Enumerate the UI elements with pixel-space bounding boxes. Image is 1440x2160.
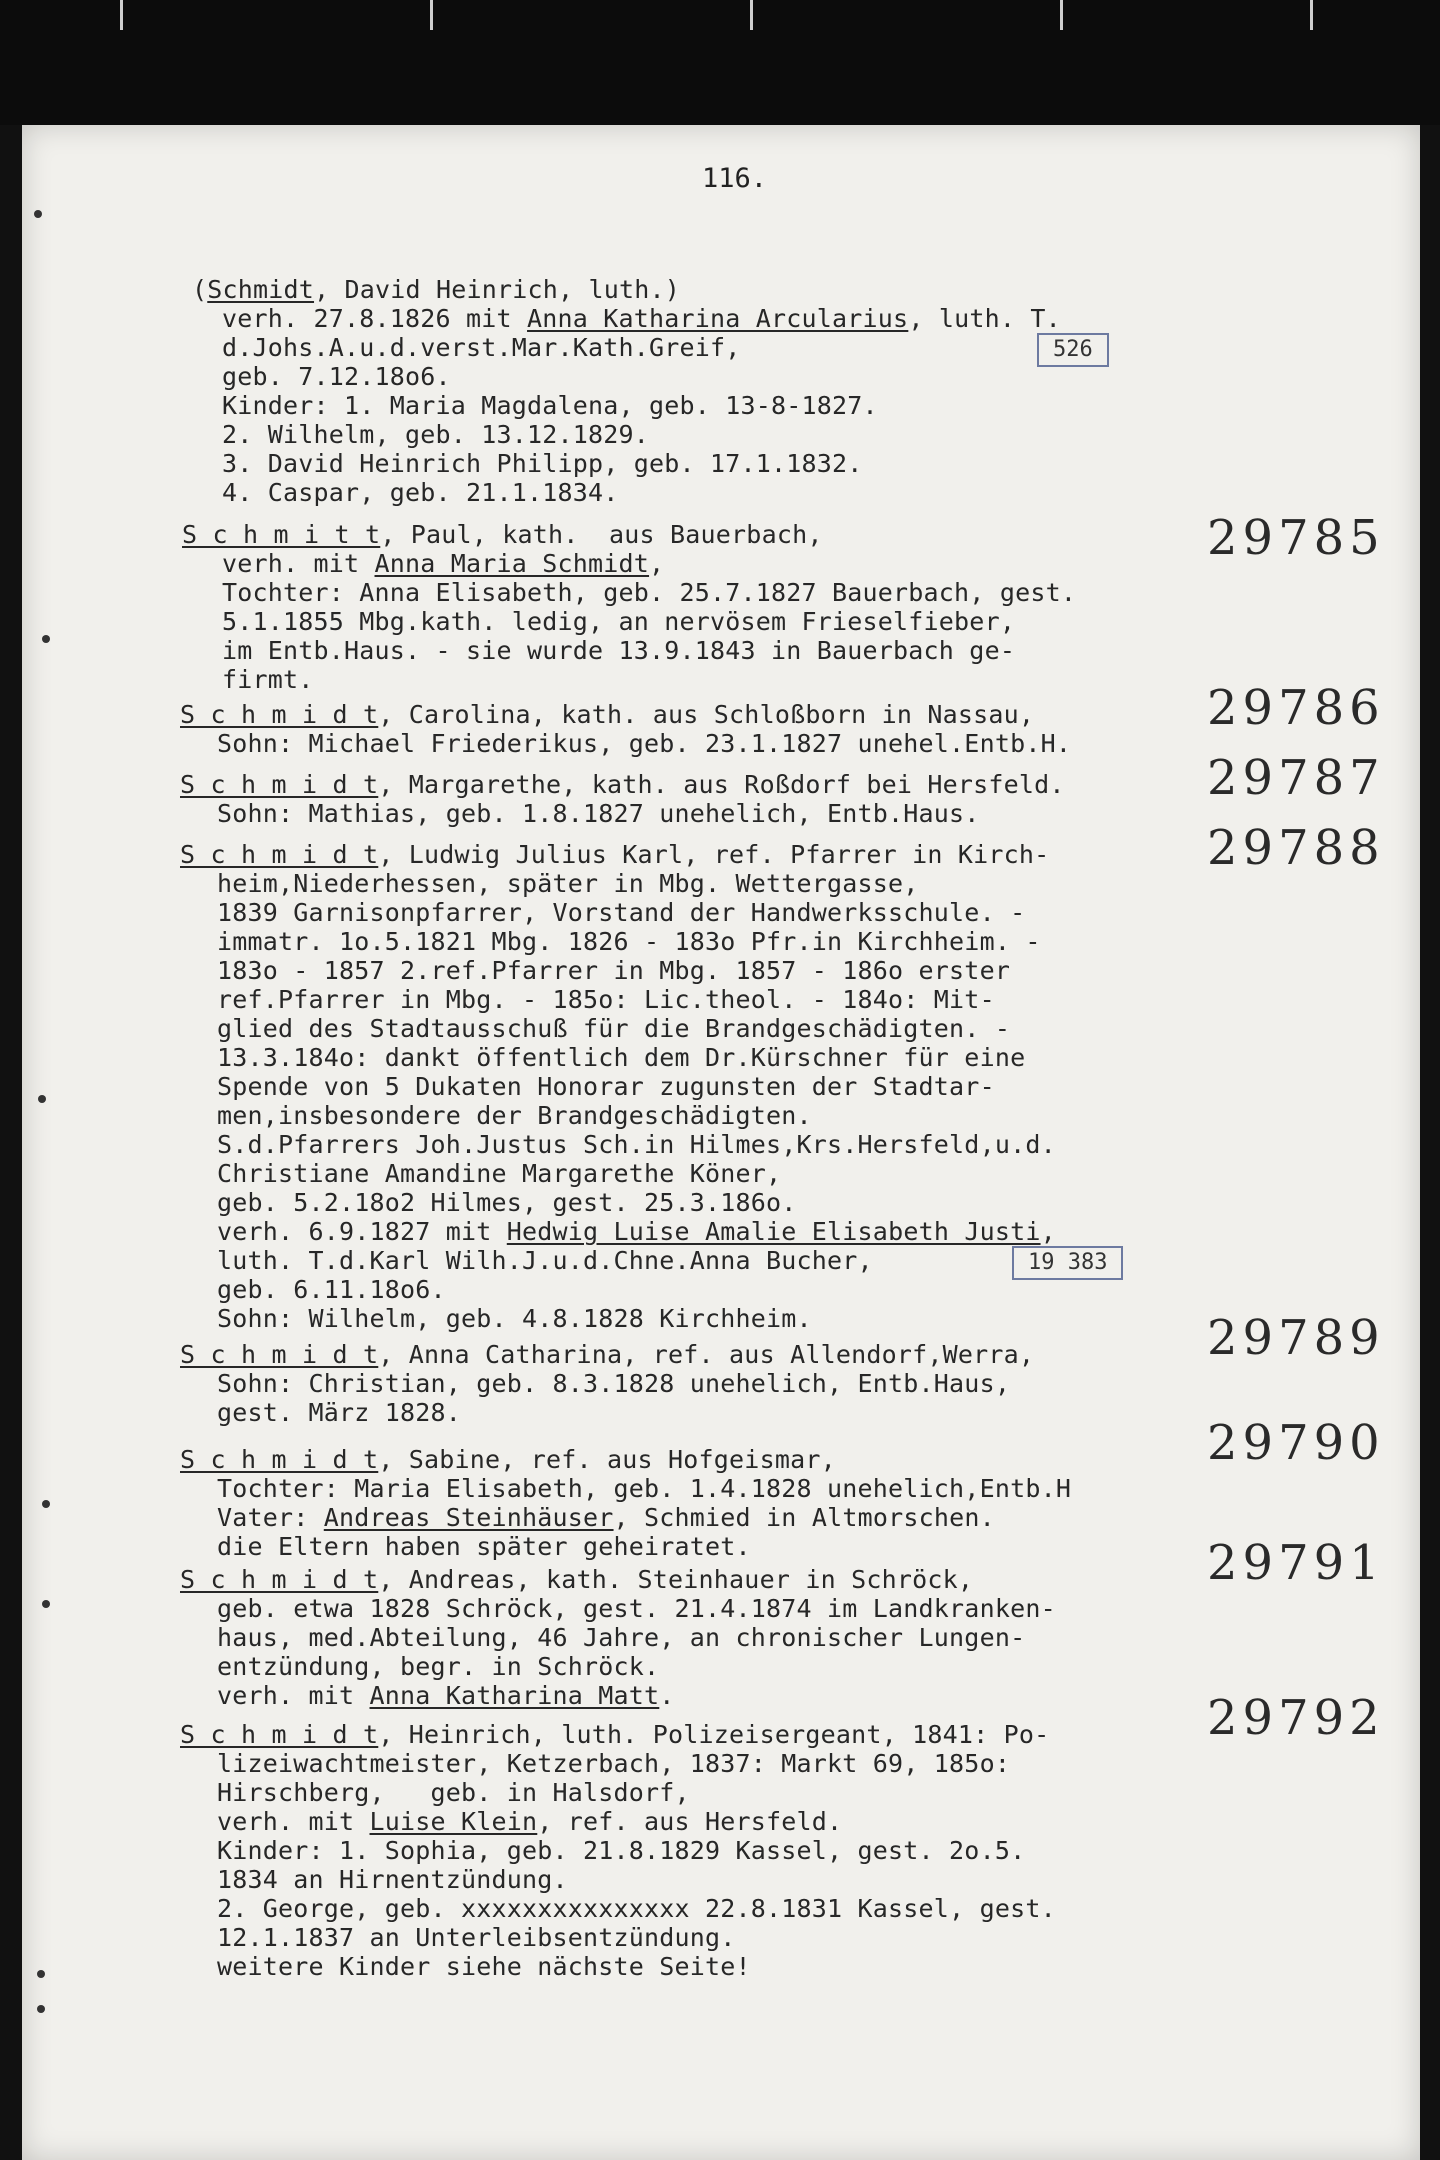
entry-text-line: Spende von 5 Dukaten Honorar zugunsten der Stadtar- <box>217 1072 995 1101</box>
entry-text-line: haus, med.Abteilung, 46 Jahre, an chronischer Lungen- <box>217 1623 1026 1652</box>
entry-text-line: lizeiwachtmeister, Ketzerbach, 1837: Markt 69, 185o: <box>217 1749 1011 1778</box>
entry-text-line: 1834 an Hirnentzündung. <box>217 1865 568 1894</box>
entry-text-line: verh. 6.9.1827 mit Hedwig Luise Amalie Elisabeth Justi, <box>217 1217 1056 1246</box>
reference-box: 19 383 <box>1012 1246 1123 1280</box>
entry-text-line: glied des Stadtausschuß für die Brandgeschädigten. - <box>217 1014 1011 1043</box>
entry-text-line: die Eltern haben später geheiratet. <box>217 1532 751 1561</box>
entry-text-line: Kinder: 1. Maria Magdalena, geb. 13-8-1827. <box>222 391 878 420</box>
entry-number: 29786 <box>1207 680 1385 736</box>
entry-text-line: 13.3.184o: dankt öffentlich dem Dr.Kürschner für eine <box>217 1043 1026 1072</box>
entry-text-line: S.d.Pfarrers Joh.Justus Sch.in Hilmes,Krs.Hersfeld,u.d. <box>217 1130 1056 1159</box>
strip-mark <box>1060 0 1063 30</box>
strip-mark <box>120 0 123 30</box>
entry-text-line: 4. Caspar, geb. 21.1.1834. <box>222 478 619 507</box>
entry-text-line: weitere Kinder siehe nächste Seite! <box>217 1952 751 1981</box>
entry-number: 29788 <box>1207 820 1385 876</box>
entry-header-line: S c h m i d t, Andreas, kath. Steinhauer in Schröck, <box>180 1565 974 1594</box>
underlined-name: Andreas Steinhäuser <box>323 1503 614 1532</box>
entry-number: 29790 <box>1207 1415 1385 1471</box>
entry-text-line: 12.1.1837 an Unterleibsentzündung. <box>217 1923 736 1952</box>
underlined-name: S c h m i d t <box>180 840 379 869</box>
entry-text-line: Sohn: Michael Friederikus, geb. 23.1.1827 unehel.Entb.H. <box>217 729 1072 758</box>
entry-text-line: firmt. <box>222 665 314 694</box>
entry-header-line: S c h m i d t, Margarethe, kath. aus Roßdorf bei Hersfeld. <box>180 770 1065 799</box>
entry-text-line: Sohn: Wilhelm, geb. 4.8.1828 Kirchheim. <box>217 1304 812 1333</box>
register-entries <box>22 125 1420 2160</box>
underlined-name: S c h m i d t <box>180 770 379 799</box>
entry-text-line: 2. George, geb. xxxxxxxxxxxxxxx 22.8.1831 Kassel, gest. <box>217 1894 1056 1923</box>
entry-text-line: Vater: Andreas Steinhäuser, Schmied in Altmorschen. <box>217 1503 995 1532</box>
entry-text-line: ref.Pfarrer in Mbg. - 185o: Lic.theol. - 184o: Mit- <box>217 985 995 1014</box>
entry-header-line: S c h m i d t, Anna Catharina, ref. aus Allendorf,Werra, <box>180 1340 1035 1369</box>
underlined-name: Schmidt <box>207 275 315 304</box>
underlined-name: S c h m i t t <box>182 520 381 549</box>
entry-header-line: S c h m i d t, Carolina, kath. aus Schloßborn in Nassau, <box>180 700 1035 729</box>
entry-text-line: 3. David Heinrich Philipp, geb. 17.1.1832. <box>222 449 863 478</box>
underlined-name: Luise Klein <box>369 1807 538 1836</box>
entry-text-line: Kinder: 1. Sophia, geb. 21.8.1829 Kassel, gest. 2o.5. <box>217 1836 1026 1865</box>
entry-text-line: verh. 27.8.1826 mit Anna Katharina Arcularius, luth. T. <box>222 304 1061 333</box>
entry-text-line: verh. mit Anna Katharina Matt. <box>217 1681 675 1710</box>
underlined-name: S c h m i d t <box>180 700 379 729</box>
entry-text-line: entzündung, begr. in Schröck. <box>217 1652 660 1681</box>
underlined-name: S c h m i d t <box>180 1565 379 1594</box>
entry-text-line: geb. 6.11.18o6. <box>217 1275 446 1304</box>
entry-number: 29785 <box>1207 510 1385 566</box>
entry-number: 29787 <box>1207 750 1385 806</box>
strip-mark <box>430 0 433 30</box>
entry-text-line: Tochter: Maria Elisabeth, geb. 1.4.1828 unehelich,Entb.H <box>217 1474 1072 1503</box>
entry-text-line: men,insbesondere der Brandgeschädigten. <box>217 1101 812 1130</box>
underlined-name: Anna Katharina Arcularius <box>527 304 909 333</box>
underlined-name: Anna Katharina Matt <box>369 1681 660 1710</box>
entry-text-line: 183o - 1857 2.ref.Pfarrer in Mbg. 1857 - 186o erster <box>217 956 1011 985</box>
underlined-name: S c h m i d t <box>180 1720 379 1749</box>
entry-number: 29792 <box>1207 1690 1385 1746</box>
entry-header-line: S c h m i d t, Heinrich, luth. Polizeisergeant, 1841: Po- <box>180 1720 1050 1749</box>
entry-text-line: Tochter: Anna Elisabeth, geb. 25.7.1827 Bauerbach, gest. <box>222 578 1077 607</box>
entry-header-line: (Schmidt, David Heinrich, luth.) <box>192 275 681 304</box>
entry-text-line: Sohn: Christian, geb. 8.3.1828 unehelich, Entb.Haus, <box>217 1369 1011 1398</box>
entry-text-line: Hirschberg, geb. in Halsdorf, <box>217 1778 690 1807</box>
entry-text-line: gest. März 1828. <box>217 1398 462 1427</box>
entry-text-line: d.Johs.A.u.d.verst.Mar.Kath.Greif, <box>222 333 741 362</box>
entry-header-line: S c h m i t t, Paul, kath. aus Bauerbach, <box>182 520 823 549</box>
entry-text-line: 2. Wilhelm, geb. 13.12.1829. <box>222 420 650 449</box>
entry-text-line: im Entb.Haus. - sie wurde 13.9.1843 in Bauerbach ge- <box>222 636 1016 665</box>
page-number: 116. <box>702 163 768 194</box>
entry-text-line: 1839 Garnisonpfarrer, Vorstand der Handwerksschule. - <box>217 898 1026 927</box>
entry-number: 29789 <box>1207 1310 1385 1366</box>
entry-text-line: immatr. 1o.5.1821 Mbg. 1826 - 183o Pfr.in Kirchheim. - <box>217 927 1041 956</box>
reference-box: 526 <box>1037 333 1109 367</box>
entry-text-line: geb. 7.12.18o6. <box>222 362 451 391</box>
entry-text-line: verh. mit Luise Klein, ref. aus Hersfeld. <box>217 1807 843 1836</box>
entry-text-line: Sohn: Mathias, geb. 1.8.1827 unehelich, Entb.Haus. <box>217 799 980 828</box>
entry-header-line: S c h m i d t, Sabine, ref. aus Hofgeismar, <box>180 1445 836 1474</box>
underlined-name: Hedwig Luise Amalie Elisabeth Justi <box>506 1217 1041 1246</box>
strip-mark <box>1310 0 1313 30</box>
entry-text-line: luth. T.d.Karl Wilh.J.u.d.Chne.Anna Bucher, <box>217 1246 873 1275</box>
entry-text-line: geb. 5.2.18o2 Hilmes, gest. 25.3.186o. <box>217 1188 797 1217</box>
document-page <box>22 125 1420 2160</box>
underlined-name: S c h m i d t <box>180 1340 379 1369</box>
strip-mark <box>750 0 753 30</box>
entry-text-line: Christiane Amandine Margarethe Köner, <box>217 1159 782 1188</box>
entry-text-line: geb. etwa 1828 Schröck, gest. 21.4.1874 im Landkranken- <box>217 1594 1056 1623</box>
entry-text-line: heim,Niederhessen, später in Mbg. Wettergasse, <box>217 869 919 898</box>
scan-film-strip <box>0 0 1440 125</box>
entry-text-line: verh. mit Anna Maria Schmidt, <box>222 549 665 578</box>
underlined-name: Anna Maria Schmidt <box>374 549 650 578</box>
entry-number: 29791 <box>1207 1535 1385 1591</box>
entry-header-line: S c h m i d t, Ludwig Julius Karl, ref. Pfarrer in Kirch- <box>180 840 1050 869</box>
underlined-name: S c h m i d t <box>180 1445 379 1474</box>
entry-text-line: 5.1.1855 Mbg.kath. ledig, an nervösem Frieselfieber, <box>222 607 1016 636</box>
